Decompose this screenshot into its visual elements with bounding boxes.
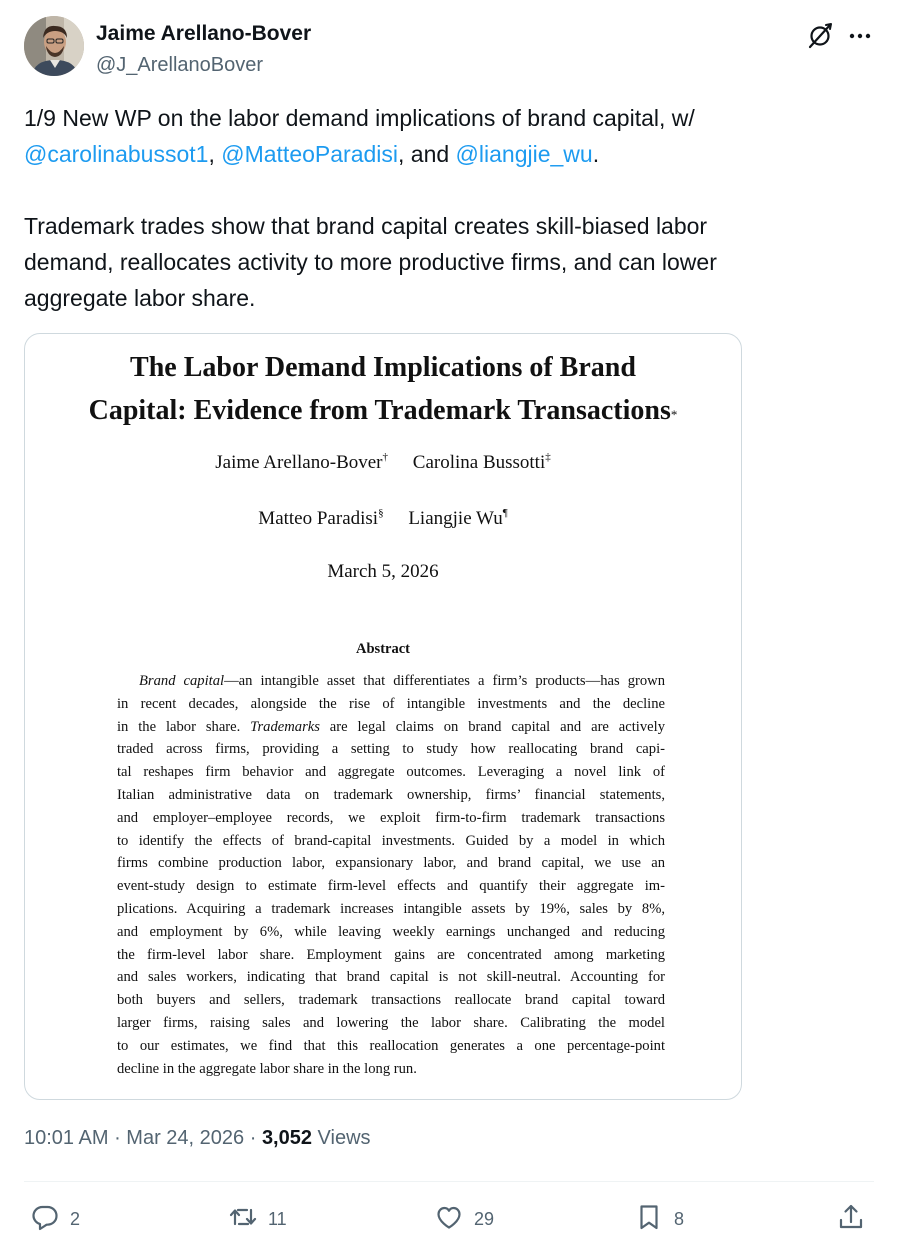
paper-author: Carolina Bussotti‡ [412, 451, 551, 473]
paper-abstract-line: traded across firms, providing a setting to study how reallocating brand capi- [117, 741, 665, 758]
paper-abstract-line: the firm-level labor share. Employment gains are concentrated among marketing [117, 946, 665, 963]
paper-abstract-line: to our estimates, we find that this reallocation generates a one percentage-point [117, 1037, 665, 1054]
tweet-text-line: aggregate labor share. [24, 285, 256, 311]
paper-abstract-line: in recent decades, alongside the rise of intangible investments and the decline [117, 695, 665, 712]
paper-author: Jaime Arellano-Bover† [215, 451, 389, 473]
paper-authors-row-2 [25, 508, 741, 530]
paper-abstract-line: and sales workers, indicating that brand capital is not skill-neutral. Accounting for [117, 969, 665, 986]
tweet-media-image[interactable] [24, 333, 742, 1100]
paper-authors-row-1 [25, 452, 741, 474]
paper-abstract-heading: Abstract [356, 641, 410, 657]
bookmark-icon [634, 1202, 664, 1237]
paper-date: March 5, 2026 [327, 561, 439, 582]
paper-abstract-line: Brand capital—an intangible asset that differentiates a firm’s products—has grown [139, 673, 665, 689]
paper-abstract-line: plications. Acquiring a trademark increases intangible assets by 19%, sales by 8%, [117, 900, 665, 917]
tweet-text-intro: 1/9 New WP on the labor demand implications of brand capital, w/ [24, 105, 695, 131]
tweet-text-sep: , [208, 141, 222, 167]
paper-abstract-line: Italian administrative data on trademark ownership, firms’ financial statements, [117, 786, 665, 803]
repost-icon [228, 1202, 258, 1237]
paper-abstract-line: and employer–employee records, we exploit firm-to-firm trademark transactions [117, 809, 665, 826]
share-icon [836, 1202, 866, 1237]
tweet-header [24, 16, 874, 80]
paper-abstract [117, 670, 665, 1080]
paper-abstract-line: firms combine production labor, expansionary labor, and brand capital, we use an [117, 855, 665, 872]
paper-title [25, 346, 741, 432]
action-bar [24, 1197, 874, 1241]
divider [24, 1181, 874, 1182]
like-count: 29 [474, 1208, 495, 1229]
reply-button[interactable] [30, 1197, 80, 1241]
tweet-meta: 10:01 AM · Mar 24, 2026 · 3,052 Views [24, 1127, 371, 1149]
views-label: Views [312, 1127, 371, 1149]
mention-liangjie-wu[interactable]: @liangjie_wu [455, 141, 593, 167]
paper-title-line-1: The Labor Demand Implications of Brand [130, 352, 636, 383]
mention-carolinabussot1[interactable]: @carolinabussot1 [24, 141, 209, 167]
paper-abstract-line: and employment by 6%, while leaving weekly earnings unchanged and reducing [117, 923, 665, 940]
tweet-text-sep: , and [398, 141, 456, 167]
grok-icon[interactable] [804, 20, 836, 52]
paper-abstract-line: larger firms, raising sales and lowering the labor share. Calibrating the model [117, 1014, 665, 1031]
tweet-paragraph-2 [24, 208, 864, 316]
tweet-text-end: . [592, 141, 600, 167]
share-button[interactable] [836, 1197, 866, 1241]
paper-title-line-2: Capital: Evidence from Trademark Transactions [88, 395, 671, 426]
paper-title-footnote-mark: * [670, 407, 678, 422]
tweet-text-line: Trademark trades show that brand capital creates skill-biased labor [24, 213, 708, 239]
paper-author: Liangjie Wu¶ [408, 507, 508, 529]
mention-matteoparadisi[interactable]: @MatteoParadisi [221, 141, 398, 167]
bookmark-button[interactable] [634, 1197, 684, 1241]
paper-abstract-line: to identify the effects of brand-capital investments. Guided by a model in which [117, 832, 665, 849]
repost-count: 11 [268, 1208, 287, 1229]
reply-icon [30, 1202, 60, 1237]
author-handle[interactable]: @J_ArellanoBover [96, 54, 264, 76]
paper-abstract-line: tal reshapes firm behavior and aggregate outcomes. Leveraging a novel link of [117, 764, 665, 781]
views-count: 3,052 [261, 1127, 312, 1149]
author-name[interactable]: Jaime Arellano-Bover [96, 22, 312, 45]
paper-author: Matteo Paradisi§ [258, 507, 384, 529]
like-button[interactable] [434, 1197, 494, 1241]
paper-abstract-line: both buyers and sellers, trademark transactions reallocate brand capital toward [117, 992, 665, 1009]
bookmark-count: 8 [674, 1208, 685, 1229]
reply-count: 2 [70, 1208, 81, 1229]
tweet-text [24, 100, 864, 316]
tweet-date[interactable]: Mar 24, 2026 [126, 1127, 245, 1149]
paper-abstract-line: decline in the aggregate labor share in the long run. [117, 1060, 417, 1077]
heart-icon [434, 1202, 464, 1237]
more-icon[interactable] [844, 20, 876, 52]
tweet-paragraph-1 [24, 100, 864, 172]
repost-button[interactable] [228, 1197, 287, 1241]
avatar[interactable] [24, 16, 84, 76]
paper-abstract-line: event-study design to estimate firm-level effects and quantify their aggregate im- [117, 878, 665, 895]
tweet-text-line: demand, reallocates activity to more productive firms, and can lower [24, 249, 717, 275]
tweet-time[interactable]: 10:01 AM [24, 1127, 109, 1149]
paper-abstract-line: in the labor share. Trademarks are legal claims on brand capital and are actively [117, 718, 665, 735]
